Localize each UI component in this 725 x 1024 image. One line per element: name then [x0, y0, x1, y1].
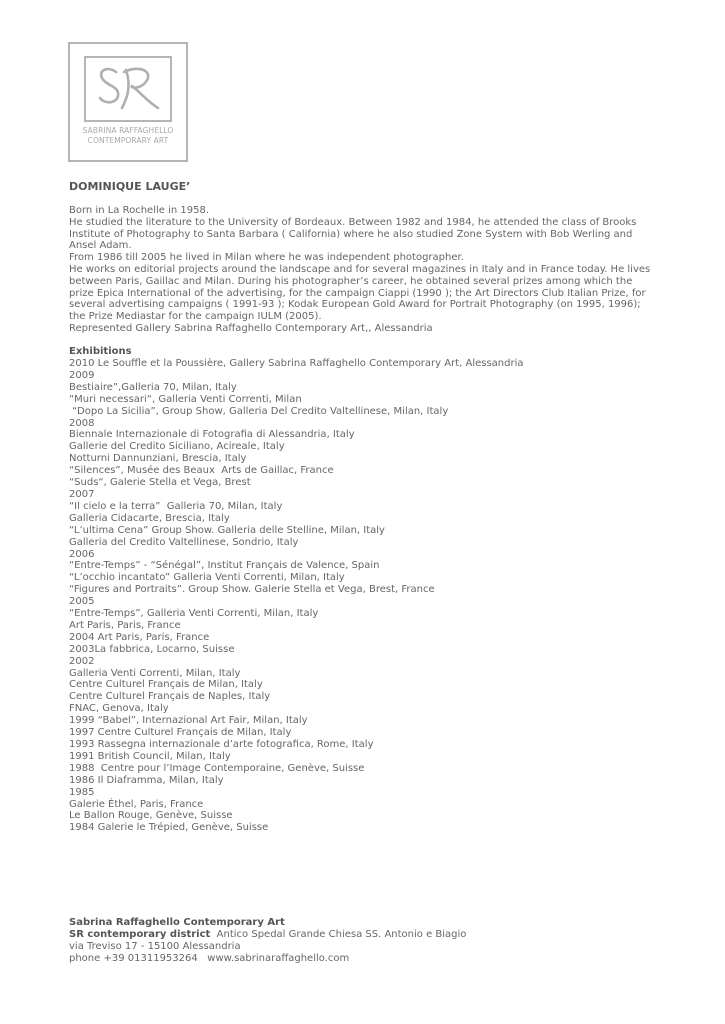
- sr-monogram-icon: [86, 58, 170, 120]
- exhibition-line: 1997 Centre Culturel Français de Milan, Italy: [69, 727, 292, 739]
- exhibition-line: 1999 “Babel”, Internazional Art Fair, Milan, Italy: [69, 715, 308, 727]
- exhibition-line: 2003La fabbrica, Locarno, Suisse: [69, 643, 235, 655]
- exhibition-line: “Dopo La Sicilia”, Group Show, Galleria Del Credito Valtellinese, Milan, Italy: [69, 405, 449, 417]
- exhibition-line: Notturni Dannunziani, Brescia, Italy: [69, 453, 247, 465]
- footer-address: via Treviso 17 - 15100 Alessandria: [69, 940, 241, 952]
- exhibition-line: 1986 Il Diaframma, Milan, Italy: [69, 774, 224, 786]
- logo-line-2: CONTEMPORARY ART: [87, 136, 169, 145]
- exhibitions-section: [69, 346, 669, 834]
- footer-district-label: SR contemporary district: [69, 928, 211, 940]
- exhibition-line: 2004 Art Paris, Paris, France: [69, 631, 210, 643]
- exhibition-line: “Muri necessari“, Galleria Venti Correnti, Milan: [69, 393, 302, 405]
- footer-district-line: [69, 929, 466, 941]
- exhibition-line: “Figures and Portraits”. Group Show. Galerie Stella et Vega, Brest, France: [69, 584, 435, 596]
- exhibition-line: FNAC, Genova, Italy: [69, 703, 169, 715]
- exhibition-line: 2002: [69, 655, 95, 667]
- logo-monogram-frame: [84, 56, 172, 122]
- exhibitions-list: [69, 358, 669, 834]
- exhibition-line: “Entre-Temps”, Galleria Venti Correnti, Milan, Italy: [69, 608, 319, 620]
- footer-district-text: Antico Spedal Grande Chiesa SS. Antonio e Biagio: [210, 928, 467, 940]
- exhibition-line: 1993 Rassegna internazionale d’arte fotografica, Rome, Italy: [69, 739, 374, 750]
- bio-paragraph: Represented Gallery Sabrina Raffaghello Contemporary Art,, Alessandria: [69, 322, 433, 334]
- exhibition-line: Galerie Éthel, Paris, France: [69, 798, 204, 810]
- bio-paragraph: Born in La Rochelle in 1958.: [69, 205, 210, 216]
- exhibition-line: 2009: [69, 369, 95, 381]
- exhibition-line: Art Paris, Paris, France: [69, 619, 181, 631]
- exhibition-line: “L’occhio incantato” Galleria Venti Correnti, Milan, Italy: [69, 572, 345, 584]
- exhibition-line: “L’ultima Cena” Group Show. Galleria delle Stelline, Milan, Italy: [69, 524, 385, 536]
- exhibition-line: 1985: [69, 786, 95, 798]
- exhibition-line: 2008: [69, 417, 95, 429]
- biography: [69, 205, 659, 335]
- logo-line-1: SABRINA RAFFAGHELLO: [82, 126, 174, 135]
- exhibitions-heading: Exhibitions: [69, 346, 132, 357]
- gallery-footer: [69, 917, 466, 965]
- bio-paragraph: From 1986 till 2005 he lived in Milan where he was independent photographer.: [69, 252, 464, 264]
- exhibition-line: Biennale Internazionale di Fotografia di Alessandria, Italy: [69, 429, 355, 441]
- exhibition-line: 1988 Centre pour l’Image Contemporaine, Genève, Suisse: [69, 762, 365, 774]
- exhibition-line: Le Ballon Rouge, Genève, Suisse: [69, 810, 233, 822]
- gallery-logo: [68, 42, 188, 162]
- exhibition-line: “Il cielo e la terra” Galleria 70, Milan, Italy: [69, 500, 283, 512]
- exhibition-line: Gallerie del Credito Siciliano, Acireale, Italy: [69, 441, 285, 453]
- exhibition-line: “Silences”, Musée des Beaux Arts de Gaillac, France: [69, 465, 334, 477]
- exhibition-line: 1984 Galerie le Trépied, Genève, Suisse: [69, 822, 269, 834]
- exhibition-line: Galleria Venti Correnti, Milan, Italy: [69, 667, 241, 679]
- exhibition-line: Galleria Cidacarte, Brescia, Italy: [69, 512, 230, 524]
- exhibition-line: 1991 British Council, Milan, Italy: [69, 750, 231, 762]
- exhibition-line: 2010 Le Souffle et la Poussière, Gallery Sabrina Raffaghello Contemporary Art, Alessandria: [69, 358, 524, 369]
- footer-contact: phone +39 01311953264 www.sabrinaraffaghello.com: [69, 952, 350, 964]
- exhibition-line: “Entre-Temps” - “Sénégal”, Institut Français de Valence, Spain: [69, 560, 380, 572]
- logo-text: [70, 126, 186, 146]
- bio-paragraph: He studied the literature to the University of Bordeaux. Between 1982 and 1984, he attended the class of Brooks Institute of Photography to Santa Barbara ( California) where he also studied Zone System with Bob Werling and Ansel Adam.: [69, 216, 637, 252]
- artist-name: DOMINIQUE LAUGE’: [69, 180, 191, 193]
- bio-paragraph: He works on editorial projects around the landscape and for several magazines in Italy and in France today. He lives between Paris, Gaillac and Milan. During his photographer’s career, he obtained several prizes among which the prize Epica International of the advertising, for the campaign Ciappi (1990 ); the Art Directors Club Italian Prize, for several advertising campaigns ( 1991-93 ); Kodak European Gold Award for Portrait Photography (on 1995, 1996); the Prize Mediastar for the campaign IULM (2005).: [69, 263, 651, 323]
- exhibition-line: Galleria del Credito Valtellinese, Sondrio, Italy: [69, 536, 299, 548]
- exhibition-line: Centre Culturel Français de Naples, Italy: [69, 691, 271, 703]
- footer-gallery-name: Sabrina Raffaghello Contemporary Art: [69, 917, 285, 928]
- exhibition-line: 2006: [69, 548, 95, 560]
- exhibition-line: Centre Culturel Français de Milan, Italy: [69, 679, 263, 691]
- exhibition-line: Bestiaire”,Galleria 70, Milan, Italy: [69, 381, 237, 393]
- exhibition-line: 2005: [69, 596, 95, 608]
- exhibition-line: “Suds“, Galerie Stella et Vega, Brest: [69, 477, 251, 489]
- exhibition-line: 2007: [69, 488, 95, 500]
